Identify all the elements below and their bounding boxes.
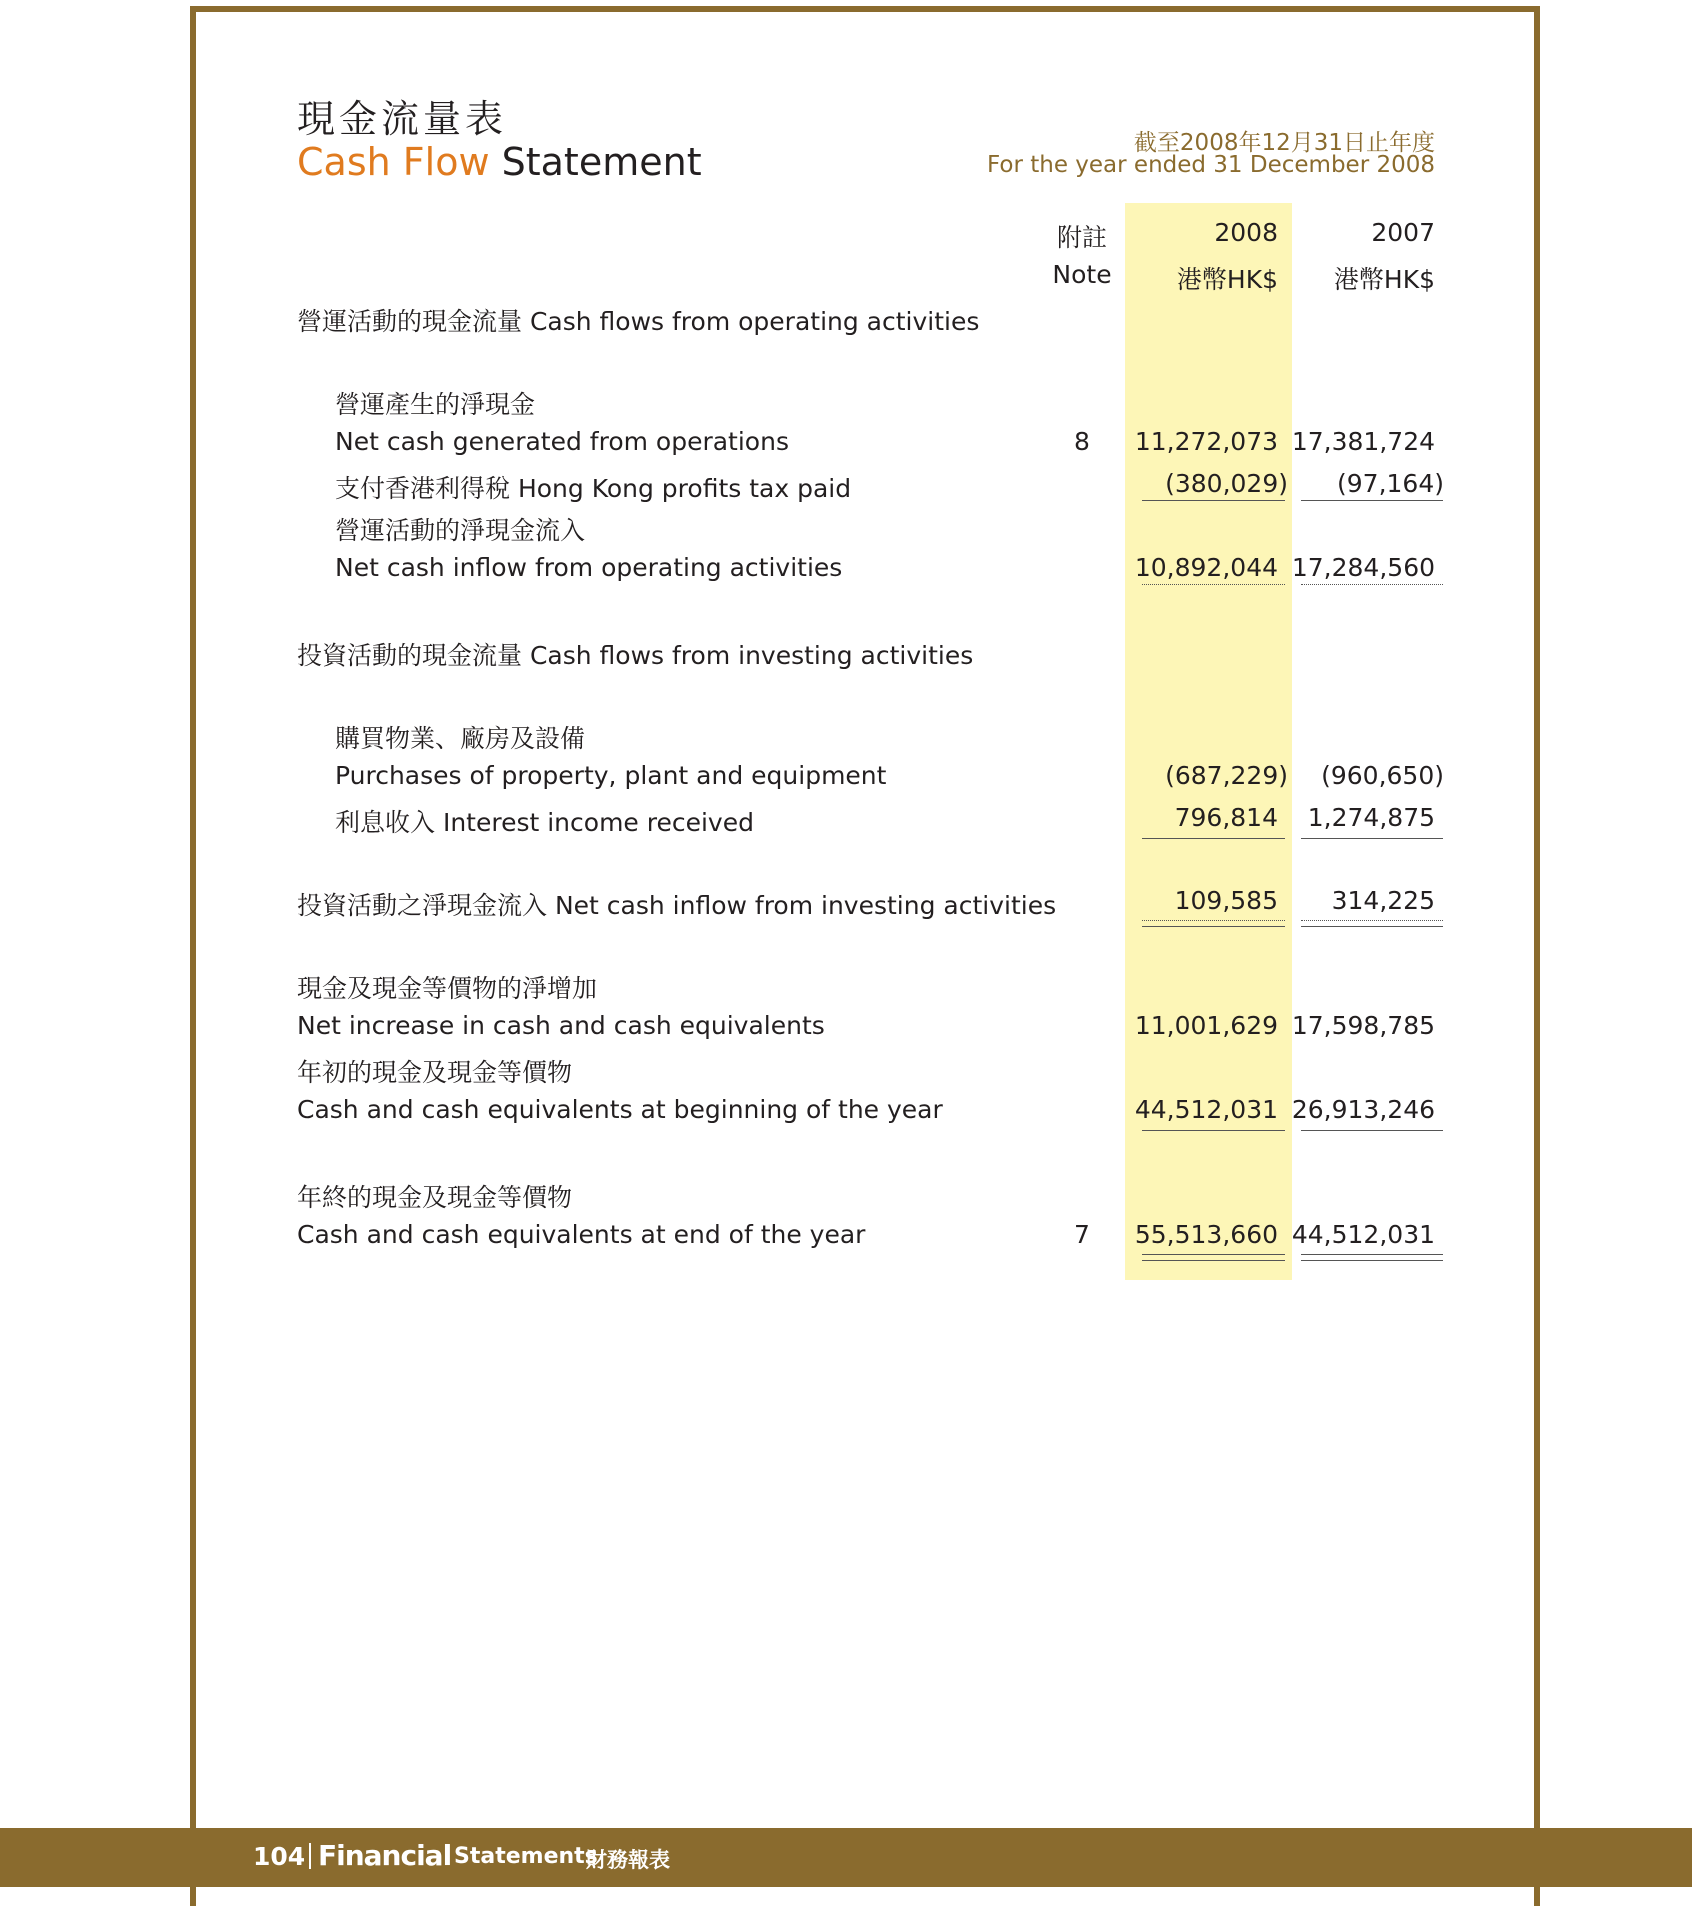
year-2008-header: 2008 <box>1214 218 1278 247</box>
operating-net-rule-2007 <box>1301 584 1443 585</box>
title-accent: Cash Flow <box>297 140 490 184</box>
operating-net-label-zh: 營運活動的淨現金流入 <box>335 516 586 545</box>
generated-2007: 17,381,724 <box>1291 427 1435 456</box>
tax-2007: (97,164) <box>1337 469 1444 498</box>
tax-2008: (380,029) <box>1165 469 1288 498</box>
title-en <box>297 140 702 184</box>
investing-net-rule-2008-a <box>1142 920 1285 921</box>
end-rule-2008-a <box>1142 1254 1285 1255</box>
footer-section-bold: Financial <box>318 1839 452 1872</box>
generated-2008: 11,272,073 <box>1134 427 1278 456</box>
begin-label-en: Cash and cash equivalents at beginning of the year <box>297 1095 943 1124</box>
operating-net-label-en: Net cash inflow from operating activities <box>335 553 843 582</box>
begin-2008: 44,512,031 <box>1134 1095 1278 1124</box>
year-2007-header: 2007 <box>1371 218 1435 247</box>
increase-label-en: Net increase in cash and cash equivalents <box>297 1011 825 1040</box>
page-footer <box>0 1828 1692 1887</box>
ppe-2008: (687,229) <box>1165 761 1288 790</box>
note-header-zh: 附註 <box>1056 223 1107 252</box>
operating-heading: 營運活動的現金流量 Cash flows from operating activities <box>297 307 980 336</box>
investing-heading: 投資活動的現金流量 Cash flows from investing activities <box>297 641 974 670</box>
ppe-2007: (960,650) <box>1321 761 1444 790</box>
begin-2007: 26,913,246 <box>1291 1095 1435 1124</box>
operating-net-2007: 17,284,560 <box>1291 553 1435 582</box>
footer-divider <box>309 1843 311 1869</box>
increase-2007: 17,598,785 <box>1291 1011 1435 1040</box>
operating-net-2008: 10,892,044 <box>1134 553 1278 582</box>
currency-2008-header: 港幣HK$ <box>1176 265 1278 294</box>
end-rule-2008-b <box>1142 1260 1285 1261</box>
begin-rule-2007 <box>1301 1130 1443 1131</box>
ppe-label-zh: 購買物業、廠房及設備 <box>335 724 586 753</box>
end-note: 7 <box>1074 1220 1090 1249</box>
increase-2008: 11,001,629 <box>1134 1011 1278 1040</box>
end-2007: 44,512,031 <box>1291 1220 1435 1249</box>
generated-note: 8 <box>1074 427 1090 456</box>
end-rule-2007-b <box>1301 1260 1443 1261</box>
title-rest: Statement <box>501 140 702 184</box>
end-2008: 55,513,660 <box>1134 1220 1278 1249</box>
generated-label-zh: 營運產生的淨現金 <box>335 390 536 419</box>
page-number: 104 <box>253 1842 306 1871</box>
end-label-en: Cash and cash equivalents at end of the year <box>297 1220 866 1249</box>
interest-label: 利息收入 Interest income received <box>335 808 754 837</box>
end-label-zh: 年終的現金及現金等價物 <box>297 1183 573 1212</box>
investing-net-rule-2007-b <box>1301 926 1443 927</box>
note-header-en: Note <box>1052 260 1112 289</box>
investing-net-label: 投資活動之淨現金流入 Net cash inflow from investing activities <box>297 891 1057 920</box>
tax-rule-2008 <box>1142 500 1285 501</box>
currency-2007-header: 港幣HK$ <box>1333 265 1435 294</box>
interest-rule-2008 <box>1142 838 1285 839</box>
begin-rule-2008 <box>1142 1130 1285 1131</box>
investing-net-2008: 109,585 <box>1174 886 1278 915</box>
interest-2007: 1,274,875 <box>1307 803 1435 832</box>
investing-net-rule-2008-b <box>1142 926 1285 927</box>
tax-rule-2007 <box>1301 500 1443 501</box>
period-en: For the year ended 31 December 2008 <box>986 152 1435 178</box>
ppe-label-en: Purchases of property, plant and equipment <box>335 761 887 790</box>
interest-rule-2007 <box>1301 838 1443 839</box>
title-zh: 現金流量表 <box>297 97 508 141</box>
generated-label-en: Net cash generated from operations <box>335 427 789 456</box>
investing-net-2007: 314,225 <box>1331 886 1435 915</box>
footer-section-zh: 財務報表 <box>586 1848 670 1872</box>
operating-net-rule-2008 <box>1142 584 1285 585</box>
end-rule-2007-a <box>1301 1254 1443 1255</box>
investing-net-rule-2007-a <box>1301 920 1443 921</box>
period-zh: 截至2008年12月31日止年度 <box>1133 130 1435 156</box>
begin-label-zh: 年初的現金及現金等價物 <box>297 1058 573 1087</box>
footer-section-rest: Statements <box>454 1844 598 1869</box>
interest-2008: 796,814 <box>1174 803 1278 832</box>
increase-label-zh: 現金及現金等價物的淨增加 <box>297 974 598 1003</box>
tax-label: 支付香港利得稅 Hong Kong profits tax paid <box>335 474 852 503</box>
